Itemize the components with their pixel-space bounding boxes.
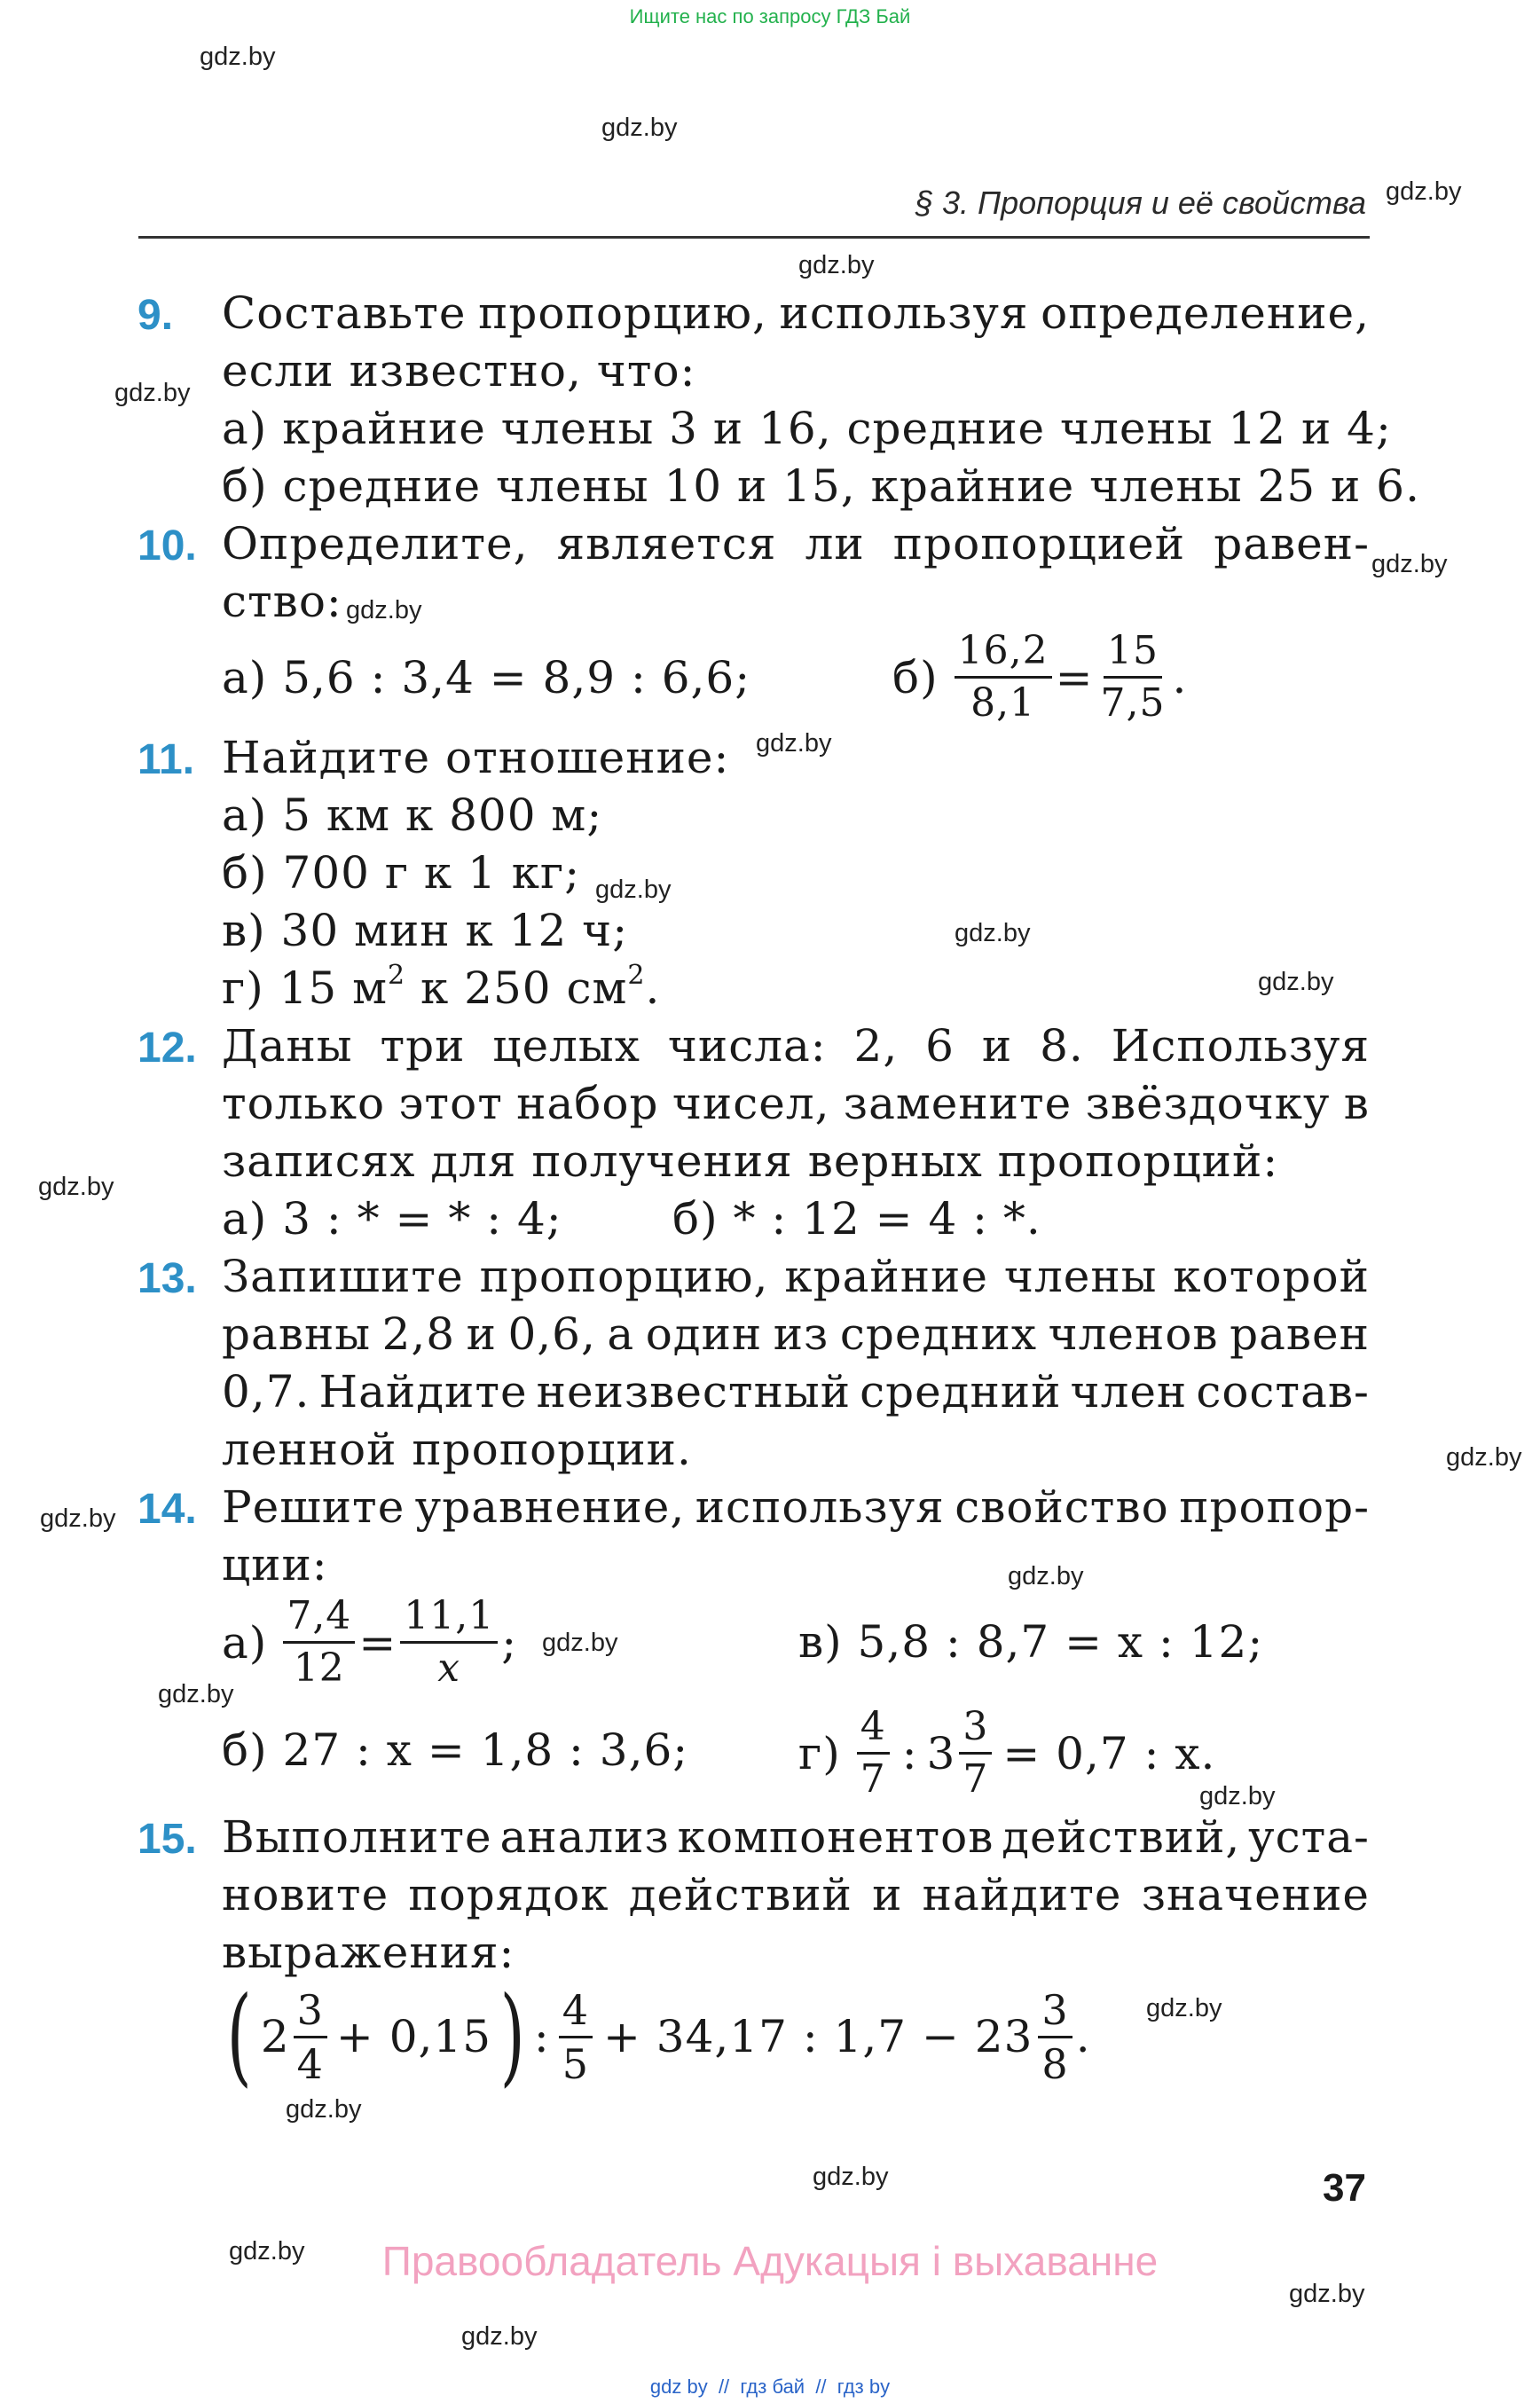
word: пропорцию,	[478, 287, 767, 339]
word: 0,6,	[507, 1308, 596, 1360]
problem-12-line-2	[222, 1078, 1370, 1129]
watermark: gdz.by	[200, 43, 276, 71]
denominator: 8,1	[970, 680, 1036, 726]
watermark: gdz.by	[158, 1680, 234, 1708]
numerator: 3	[959, 1708, 992, 1755]
word: равен-	[1214, 518, 1370, 569]
watermark: gdz.by	[38, 1173, 114, 1201]
word: из	[773, 1308, 829, 1360]
period: .	[1172, 651, 1188, 703]
denominator: 5	[562, 2039, 590, 2088]
word: Запишите	[222, 1251, 464, 1302]
paren-open: (	[226, 1975, 253, 2098]
word: пропор-	[1179, 1481, 1370, 1533]
rights-holder-notice: Правообладатель Адукацыя і выхаванне	[381, 2238, 1159, 2284]
word: набор	[516, 1078, 659, 1129]
problem-9-part-b: б) средние члены 10 и 15, крайние члены 25 и 6.	[222, 460, 1420, 512]
footer-links[interactable]: gdz by // гдз бай // гдз by	[649, 2376, 891, 2398]
colon: :	[533, 2011, 550, 2062]
word: является	[556, 518, 777, 569]
problem-14-part-b: б) 27 : x = 1,8 : 3,6;	[222, 1724, 689, 1776]
problem-15-line-2	[222, 1869, 1370, 1920]
word: средних	[839, 1308, 1038, 1360]
word: членов	[1048, 1308, 1219, 1360]
word: компонентов	[677, 1811, 994, 1863]
text: к 250 см	[405, 962, 628, 1014]
watermark: gdz.by	[1386, 177, 1462, 206]
word: новите	[222, 1869, 389, 1920]
fraction	[559, 1985, 593, 2088]
problem-11-title: Найдите отношение:	[222, 732, 730, 783]
watermark: gdz.by	[114, 379, 191, 407]
plus-term: + 0,15	[335, 2011, 492, 2062]
fraction	[1096, 628, 1168, 726]
word: Составьте	[222, 287, 467, 339]
word: уравнение,	[414, 1481, 686, 1533]
problem-10-part-a: а) 5,6 : 3,4 = 8,9 : 6,6;	[222, 652, 751, 703]
word: которой	[1173, 1251, 1370, 1302]
word: а	[607, 1308, 635, 1360]
word: ли	[805, 518, 865, 569]
word: и	[872, 1869, 903, 1920]
watermark: gdz.by	[955, 919, 1031, 947]
word: крайние	[784, 1251, 988, 1302]
word: 8.	[1040, 1020, 1084, 1072]
problem-11-part-a: а) 5 км к 800 м;	[222, 789, 603, 841]
watermark: gdz.by	[542, 1629, 618, 1657]
middle-terms: + 34,17 : 1,7 − 23	[603, 2011, 1033, 2062]
word: действий,	[1002, 1811, 1241, 1863]
word: целых	[492, 1020, 640, 1072]
denominator: 7	[962, 1756, 989, 1802]
semicolon: ;	[501, 1616, 518, 1669]
word: анализ	[499, 1811, 670, 1863]
watermark: gdz.by	[1258, 968, 1334, 996]
problem-13-line-1	[222, 1251, 1370, 1302]
numerator: 4	[559, 1990, 593, 2038]
watermark: gdz.by	[461, 2322, 538, 2351]
problem-14-part-d	[798, 1704, 1216, 1802]
fraction	[959, 1704, 992, 1802]
word: 6	[925, 1020, 955, 1072]
rest: = 0,7 : x.	[1002, 1727, 1216, 1779]
denominator: 7	[860, 1756, 886, 1802]
problem-11-part-d	[222, 960, 661, 1014]
watermark: gdz.by	[229, 2237, 305, 2266]
label: а)	[222, 1616, 268, 1669]
watermark: gdz.by	[40, 1504, 116, 1533]
problem-12-line-1	[222, 1020, 1370, 1072]
word: неизвестный	[536, 1366, 852, 1417]
problem-13-line-4: ленной пропорции.	[222, 1424, 692, 1475]
denominator: x	[437, 1645, 461, 1691]
watermark: gdz.by	[813, 2163, 889, 2191]
fraction	[857, 1704, 890, 1802]
equals: =	[1055, 651, 1094, 703]
watermark: gdz.by	[1008, 1562, 1084, 1590]
problem-10-number: 10.	[138, 522, 197, 569]
word: Найдите	[318, 1366, 528, 1417]
problem-10-part-b	[892, 628, 1188, 726]
period: .	[1075, 2011, 1091, 2062]
word: свойство	[955, 1481, 1169, 1533]
problem-14-line-1	[222, 1481, 1370, 1533]
numerator: 4	[857, 1708, 890, 1755]
fraction	[283, 1593, 355, 1691]
watermark: gdz.by	[1199, 1782, 1276, 1810]
word: 2,8	[381, 1308, 456, 1360]
header-rule	[138, 236, 1370, 239]
problem-14-number: 14.	[138, 1486, 197, 1533]
word: замените	[843, 1078, 1072, 1129]
word: Даны	[222, 1020, 353, 1072]
denominator: 8	[1041, 2039, 1069, 2088]
word: пропорцию,	[479, 1251, 769, 1302]
problem-9-part-a: а) крайние члены 3 и 16, средние члены 12 и 4;	[222, 403, 1392, 454]
problem-11-part-c: в) 30 мин к 12 ч;	[222, 905, 629, 956]
watermark: gdz.by	[346, 596, 422, 624]
word: равны	[222, 1308, 372, 1360]
problem-14-part-a	[222, 1593, 518, 1691]
problem-15-line-3: выражения:	[222, 1927, 515, 1978]
word: 2,	[853, 1020, 899, 1072]
word: чисел,	[672, 1078, 830, 1129]
word: 0,7.	[222, 1366, 310, 1417]
whole-part: 2	[260, 2011, 290, 2062]
word: найдите	[922, 1869, 1122, 1920]
word: порядок	[408, 1869, 609, 1920]
watermark: gdz.by	[756, 729, 832, 758]
colon: :	[901, 1727, 918, 1779]
problem-12-part-b: б) * : 12 = 4 : *.	[672, 1193, 1041, 1245]
word: члены	[1003, 1251, 1158, 1302]
exponent: 2	[388, 960, 406, 991]
word: равен	[1230, 1308, 1370, 1360]
equals: =	[358, 1616, 397, 1669]
word: используя	[695, 1481, 945, 1533]
problem-11-number: 11.	[138, 736, 195, 783]
problem-15-expression	[218, 1975, 1091, 2098]
denominator: 4	[296, 2039, 324, 2088]
problem-15-line-1	[222, 1811, 1370, 1863]
problem-15-number: 15.	[138, 1816, 197, 1863]
fraction	[1038, 1985, 1072, 2088]
watermark: gdz.by	[1446, 1443, 1522, 1472]
word: и	[466, 1308, 497, 1360]
problem-10-line-2: ство:	[222, 576, 342, 627]
page-number: 37	[1323, 2166, 1366, 2210]
label: г)	[798, 1727, 841, 1779]
problem-9-line-1	[222, 287, 1370, 339]
text: .	[645, 962, 661, 1014]
paren-close: )	[499, 1975, 526, 2098]
exponent: 2	[627, 960, 646, 991]
word: Определите,	[222, 518, 529, 569]
problem-14-part-c: в) 5,8 : 8,7 = x : 12;	[798, 1616, 1264, 1668]
problem-13-line-2	[222, 1308, 1370, 1360]
numerator: 11,1	[400, 1597, 498, 1644]
word: только	[222, 1078, 386, 1129]
watermark: gdz.by	[595, 876, 672, 904]
numerator: 3	[294, 1990, 327, 2038]
denominator: 7,5	[1100, 680, 1166, 726]
fraction	[955, 628, 1052, 726]
problem-12-line-3: записях для получения верных пропорций:	[222, 1135, 1279, 1187]
text: г) 15 м	[222, 962, 389, 1014]
problem-12-number: 12.	[138, 1025, 197, 1072]
problem-11-part-b: б) 700 г к 1 кг;	[222, 847, 581, 899]
watermark: gdz.by	[1146, 1994, 1222, 2022]
numerator: 7,4	[283, 1597, 355, 1644]
word: используя	[779, 287, 1029, 339]
word: звёздочку	[1085, 1078, 1331, 1129]
fraction	[400, 1593, 498, 1691]
watermark: gdz.by	[286, 2095, 362, 2124]
word: уста-	[1248, 1811, 1370, 1863]
word: средний	[860, 1366, 1062, 1417]
word: определение,	[1041, 287, 1370, 339]
word: член	[1070, 1366, 1188, 1417]
word: состав-	[1196, 1366, 1370, 1417]
problem-10-line-1	[222, 518, 1370, 569]
problem-12-part-a: а) 3 : * = * : 4;	[222, 1193, 562, 1245]
watermark: gdz.by	[798, 251, 875, 279]
fraction	[294, 1985, 327, 2088]
word: действий	[628, 1869, 852, 1920]
top-banner[interactable]: Ищите нас по запросу ГДЗ Бай	[629, 5, 911, 27]
word: значение	[1141, 1869, 1370, 1920]
problem-9-number: 9.	[138, 292, 174, 339]
problem-13-line-3	[222, 1366, 1370, 1417]
problem-13-number: 13.	[138, 1255, 197, 1302]
watermark: gdz.by	[601, 114, 678, 142]
word: три	[380, 1020, 466, 1072]
problem-14-line-2: ции:	[222, 1539, 328, 1590]
section-title: § 3. Пропорция и её свойства	[915, 185, 1366, 221]
word: один	[645, 1308, 763, 1360]
numerator: 3	[1038, 1990, 1072, 2038]
label: б)	[892, 651, 939, 703]
word: числа:	[667, 1020, 827, 1072]
word: в	[1343, 1078, 1370, 1129]
word: и	[981, 1020, 1013, 1072]
word: Решите	[222, 1481, 405, 1533]
problem-9-line-2: если известно, что:	[222, 345, 696, 397]
watermark: gdz.by	[1289, 2280, 1365, 2308]
numerator: 16,2	[955, 632, 1052, 679]
word: Выполните	[222, 1811, 492, 1863]
word: пропорцией	[892, 518, 1186, 569]
whole-part: 3	[926, 1727, 956, 1779]
watermark: gdz.by	[1371, 550, 1448, 578]
word: Используя	[1111, 1020, 1370, 1072]
denominator: 12	[293, 1645, 345, 1691]
word: этот	[398, 1078, 503, 1129]
numerator: 15	[1104, 632, 1162, 679]
